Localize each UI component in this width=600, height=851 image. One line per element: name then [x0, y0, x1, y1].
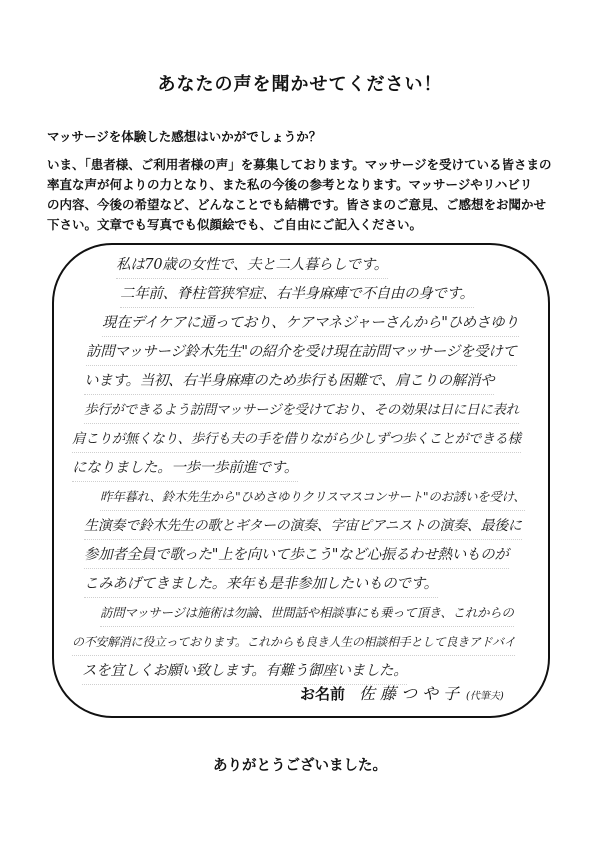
handwritten-line: 訪問マッサージは施術は勿論、世間話や相談事にも乗って頂き、これからの [100, 600, 514, 627]
handwritten-line: 訪問マッサージ鈴木先生"の紹介を受け現在訪問マッサージを受けて [86, 339, 517, 366]
intro-line: の内容、今後の希望など、どんなことでも結構です。皆さまのご意見、ご感想をお聞かせ [47, 197, 547, 212]
handwritten-line: 生演奏で鈴木先生の歌とギターの演奏、字宙ピアニストの演奏、最後に [84, 513, 522, 540]
handwritten-line: 昨年暮れ、鈴木先生から"ひめさゆりクリスマスコンサート"のお誘いを受け、 [100, 484, 525, 511]
signature-name: 佐藤つや子 [359, 684, 465, 703]
signature-row [300, 681, 504, 705]
name-label: お名前 [300, 685, 346, 703]
handwritten-line: います。当初、右半身麻痺のため歩行も困難で、肩こりの解消や [84, 368, 494, 395]
handwritten-line: 二年前、脊柱管狭窄症、右半身麻痺で不自由の身です。 [120, 281, 474, 308]
handwritten-line: スを宜しくお願い致します。有難う御座いました。 [82, 658, 407, 685]
intro-line: 下さい。文章でも写真でも似顔絵でも、ご自由にご記入ください。 [47, 217, 423, 232]
thanks-message: ありがとうございました。 [213, 758, 387, 774]
handwritten-line: 現在デイケアに通っており、ケアマネジャーさんから"ひめさゆり [102, 310, 519, 337]
intro-line: 率直な声が何よりの力となり、また私の今後の参考となります。マッサージやリハビリ [47, 177, 533, 192]
intro-line: いま、「患者様、ご利用者様の声」を募集しております。マッサージを受けている皆さまの [47, 157, 552, 172]
signature-note: (代筆夫) [466, 691, 504, 702]
handwritten-line: こみあげてきました。来年も是非参加したいものです。 [84, 571, 438, 598]
form-question: マッサージを体験した感想はいかがでしょうか？ [47, 129, 322, 144]
handwritten-line: になりました。一歩一歩前進です。 [72, 455, 298, 482]
handwritten-line: 参加者全員で歌った"上を向いて歩こう"など心振るわせ熱いものが [84, 542, 509, 569]
handwritten-line: の不安解消に役立っております。これからも良き人生の相談相手として良きアドバイ [72, 629, 515, 656]
handwritten-line: 歩行ができるよう訪問マッサージを受けており、その効果は日に日に表れ [84, 397, 519, 424]
handwritten-line: 私は70歳の女性で、夫と二人暮らしです。 [116, 252, 388, 279]
handwritten-line: 肩こりが無くなり、歩行も夫の手を借りながら少しずつ歩くことができる様 [72, 426, 521, 453]
form-title: あなたの声を聞かせてください！ [157, 74, 443, 95]
intro-paragraph [47, 155, 567, 235]
